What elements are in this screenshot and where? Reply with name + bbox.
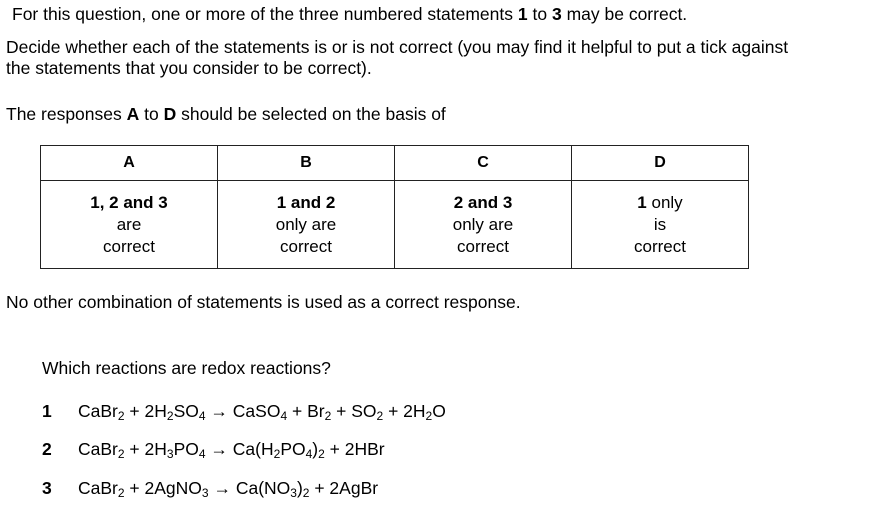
intro-num3: 3: [551, 4, 562, 24]
cell-b-line3: correct: [280, 236, 332, 256]
cell-a-line2: are: [116, 214, 142, 234]
decide-line-2: the statements that you consider to be correct).: [6, 58, 372, 78]
cell-c-bold: 2 and 3: [453, 192, 513, 212]
no-other-note: No other combination of statements is used as a correct response.: [6, 292, 521, 312]
responses-prefix: The responses: [6, 104, 122, 124]
reaction-3-equation: CaBr$_2$ + 2AgNO$_3$ → $Ca(NO_3)_2$ + 2AgBr: [78, 478, 379, 500]
reaction-3-number: 3: [42, 478, 52, 498]
cell-c: [395, 181, 572, 269]
response-table-header-row: [41, 146, 749, 181]
cell-a-line3: correct: [103, 236, 155, 256]
cell-b-bold: 1 and 2: [276, 192, 336, 212]
decide-line-1: Decide whether each of the statements is or is not correct (you may find it helpful to put a tick against: [6, 37, 789, 57]
cell-c-line3: correct: [457, 236, 509, 256]
responses-to: to: [144, 104, 159, 124]
header-c: C: [395, 146, 572, 181]
intro-to: to: [532, 4, 548, 24]
header-b: B: [218, 146, 395, 181]
reaction-1-number: 1: [42, 401, 52, 421]
responses-a: A: [126, 104, 140, 124]
header-a: A: [41, 146, 218, 181]
cell-b: [218, 181, 395, 269]
responses-intro: [6, 104, 446, 125]
cell-d-line3: correct: [634, 236, 686, 256]
intro-this: this: [43, 4, 71, 24]
question-text: Which reactions are redox reactions?: [42, 358, 331, 378]
cell-b-line2: only are: [275, 214, 337, 234]
responses-d: D: [163, 104, 177, 124]
intro-suffix: may be correct.: [566, 4, 688, 24]
cell-d-line2: is: [653, 214, 667, 234]
cell-d-bold: 1: [637, 192, 647, 212]
response-table: [40, 145, 749, 269]
intro-line: [12, 4, 687, 25]
cell-d-bold-suffix: only: [646, 192, 683, 212]
responses-suffix: should be selected on the basis of: [181, 104, 446, 124]
intro-middle: question, one or more of the three numbered statements: [75, 4, 513, 24]
header-d: D: [572, 146, 749, 181]
cell-a: [41, 181, 218, 269]
cell-d: [572, 181, 749, 269]
cell-c-line2: only are: [452, 214, 514, 234]
decide-paragraph: [6, 37, 866, 79]
cell-a-bold: 1, 2 and 3: [90, 192, 168, 212]
intro-for: For: [12, 4, 39, 24]
reaction-2-equation: CaBr$_2$ + $2H_3PO_4 \to Ca(H_2PO_4)_2 + 2HBr$: [78, 439, 385, 461]
reaction-1-equation: CaBr$_2$ + $2H_2SO_4$ → CaSO$_4$ + $Br_2 + SO_2 + 2H_2O$: [78, 401, 446, 423]
response-table-body-row: [41, 181, 749, 269]
cell-d-first-line: [572, 192, 748, 214]
intro-num1: 1: [517, 4, 528, 24]
reaction-2-number: 2: [42, 439, 52, 459]
